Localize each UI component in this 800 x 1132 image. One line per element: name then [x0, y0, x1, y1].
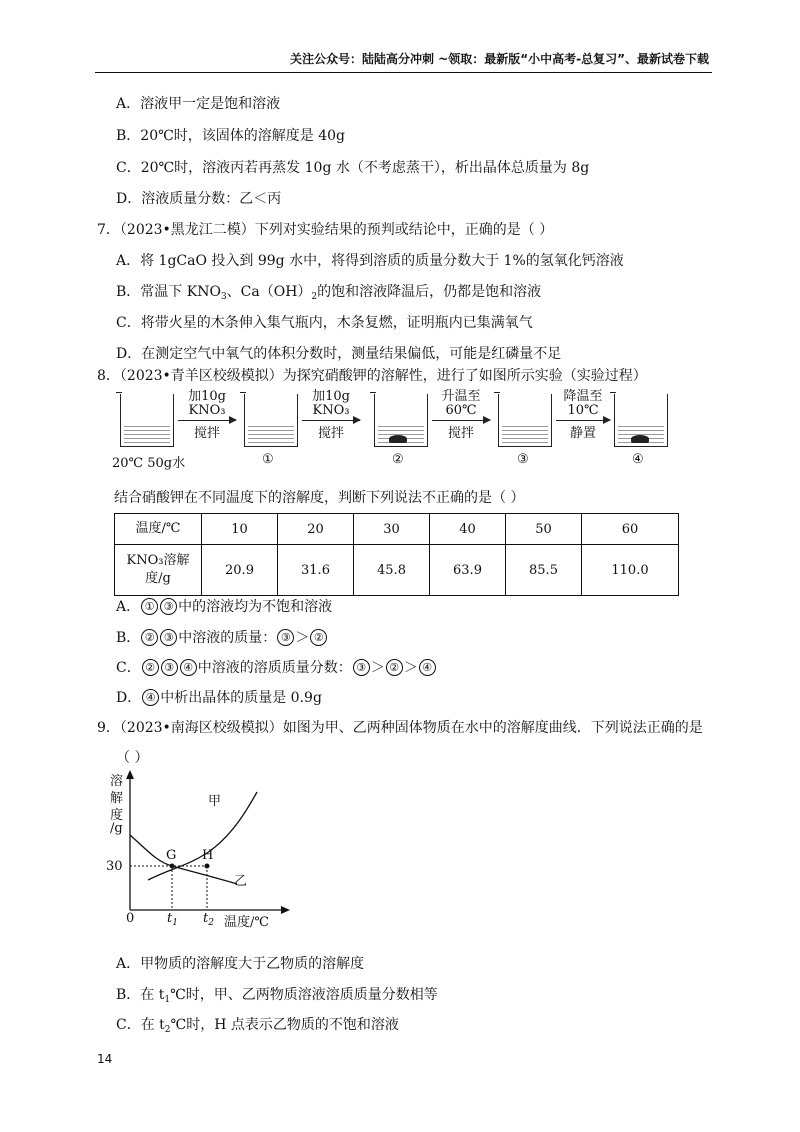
q9-option-b: B．在 $t_1℃$时，甲、乙两物质溶液溶质质量分数相等: [116, 987, 438, 1005]
solubility-table: [114, 513, 679, 596]
table-row: [115, 545, 679, 596]
step3-bot: 搅拌: [447, 426, 474, 441]
header-rule: [95, 72, 712, 73]
table-cell: 30: [354, 514, 430, 545]
q6-option-b: B．20℃时，该固体的溶解度是 40g: [116, 128, 345, 144]
table-cell: 20: [278, 514, 354, 545]
step3-top: 升温至: [441, 389, 481, 404]
table-cell: 10: [202, 514, 278, 545]
step4-bot: 静置: [569, 426, 596, 441]
t1-label: $t_1$: [167, 911, 178, 928]
beaker-2: [374, 394, 428, 447]
q6-option-a: A．溶液甲一定是饱和溶液: [116, 96, 281, 112]
start-label: 20℃ 50g水: [112, 456, 186, 471]
beaker-label-3: ③: [517, 452, 529, 467]
q9-paren: （ ）: [116, 750, 149, 766]
y-label-3: 度: [110, 808, 124, 823]
q7-option-d: D．在测定空气中氧气的体积分数时，测量结果偏低，可能是红磷量不足: [116, 346, 562, 362]
beaker-4: [614, 394, 668, 447]
arrow-step1: [178, 420, 236, 421]
origin-label: 0: [126, 911, 135, 926]
step4-top: 降温至: [563, 389, 603, 404]
row-head-solubility: KNO₃溶解 度/g: [115, 545, 202, 596]
q6-option-c: C．20℃时，溶液丙若再蒸发 10g 水（不考虑蒸干），析出晶体总质量为 8g: [116, 160, 590, 176]
step1-top: 加10g: [188, 389, 226, 404]
table-row: [115, 514, 679, 545]
table-cell: 110.0: [582, 545, 679, 596]
q8-option-d: D． ④ 中析出晶体的质量是 0.9g: [116, 690, 322, 706]
table-cell: 63.9: [430, 545, 506, 596]
q7-stem: 7．（2023•黑龙江二模）下列对实验结果的预判或结论中，正确的是（ ）: [97, 222, 554, 238]
step4-mid: 10℃: [567, 403, 599, 418]
page-header: 关注公众号：陆陆高分冲刺 ~领取：最新版“小中高考-总复习”、最新试卷下载: [290, 52, 709, 66]
point-h-label: H: [202, 848, 214, 863]
t2-label: $t_2$: [203, 911, 214, 928]
table-cell: 40: [430, 514, 506, 545]
point-g-label: G: [166, 848, 177, 863]
beaker-start: [120, 394, 174, 447]
y-label-1: 溶: [110, 774, 124, 789]
page-number: 14: [97, 1052, 113, 1066]
table-cell: 20.9: [202, 545, 278, 596]
experiment-diagram: [112, 390, 672, 470]
table-cell: 85.5: [506, 545, 582, 596]
step1-bot: 搅拌: [193, 426, 220, 441]
y-label-4: /g: [110, 821, 123, 836]
arrow-step3: [432, 420, 490, 421]
beaker-label-2: ②: [392, 452, 404, 467]
q9-option-a: A．甲物质的溶解度大于乙物质的溶解度: [116, 956, 365, 972]
curve-jia-label: 甲: [208, 794, 222, 809]
q9-stem: 9．（2023•南海区校级模拟）如图为甲、乙两种固体物质在水中的溶解度曲线．下列说法正确的是: [97, 720, 703, 736]
arrow-step4: [556, 420, 610, 421]
beaker-label-1: ①: [262, 452, 274, 467]
q8-option-c: C． ② ③ ④ 中溶液的溶质质量分数： ③ ＞ ② ＞ ④: [116, 659, 437, 677]
beaker-3: [498, 394, 552, 447]
curve-yi-label: 乙: [234, 874, 248, 889]
q8-option-a: A． ① ③ 中的溶液均为不饱和溶液: [116, 599, 333, 615]
beaker-1: [244, 394, 298, 447]
table-cell: 50: [506, 514, 582, 545]
table-cell: 60: [582, 514, 679, 545]
row-head-temperature: 温度/℃: [115, 514, 202, 545]
x-axis-label: 温度/℃: [224, 915, 269, 930]
beaker-label-4: ④: [632, 452, 644, 467]
y-tick-30: 30: [106, 859, 123, 874]
table-cell: 45.8: [354, 545, 430, 596]
q7-option-a: A．将 1gCaO 投入到 99g 水中，将得到溶质的质量分数大于 1%的氢氧化钙溶液: [116, 253, 624, 269]
step2-bot: 搅拌: [317, 426, 344, 441]
q8-stem: 8．（2023•青羊区校级模拟）为探究硝酸钾的溶解性，进行了如图所示实验（实验过程）: [97, 368, 647, 384]
y-label-2: 解: [110, 791, 124, 806]
q8-option-b: B． ② ③ 中溶液的质量： ③ ＞ ②: [116, 629, 328, 647]
step2-mid: KNO₃: [312, 403, 350, 418]
q7-option-c: C．将带火星的木条伸入集气瓶内，木条复燃，证明瓶内已集满氧气: [116, 315, 533, 331]
table-cell: 31.6: [278, 545, 354, 596]
q6-option-d: D．溶液质量分数：乙＜丙: [116, 191, 282, 207]
q9-option-c: C．在 $t_2℃$时，H 点表示乙物质的不饱和溶液: [116, 1017, 399, 1035]
q8-prompt: 结合硝酸钾在不同温度下的溶解度，判断下列说法不正确的是（ ）: [114, 490, 525, 506]
step2-top: 加10g: [312, 389, 350, 404]
arrow-step2: [302, 420, 360, 421]
solubility-curve-graph: [106, 770, 292, 935]
step3-mid: 60℃: [445, 403, 477, 418]
step1-mid: KNO₃: [188, 403, 226, 418]
q7-option-b: B．常温下 $KNO_3$、$Ca(OH)_2$的饱和溶液降温后，仍都是饱和溶液: [116, 284, 542, 302]
